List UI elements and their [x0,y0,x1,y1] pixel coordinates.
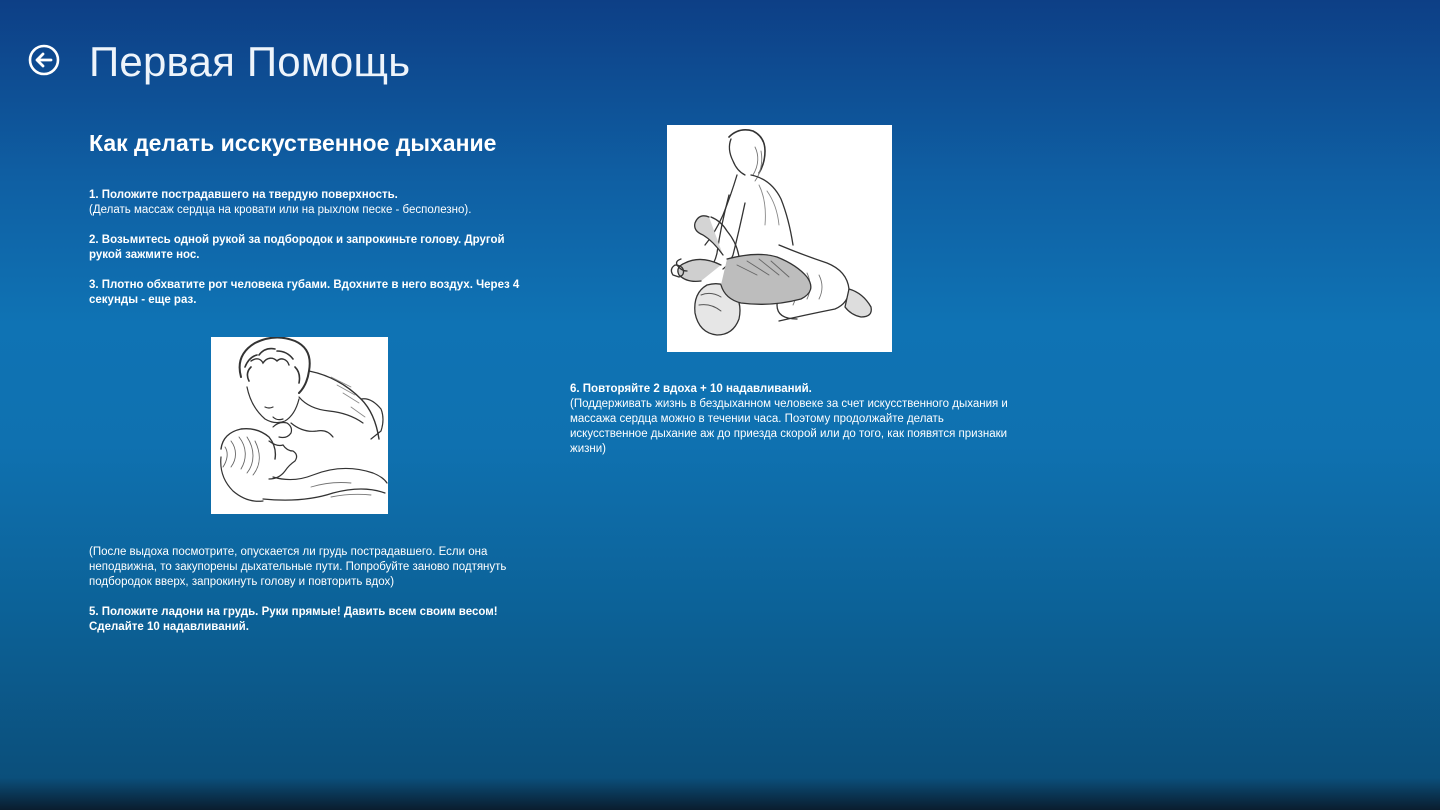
note-after-breath-line-2: неподвижна, то закупорены дыхательные пути. Попробуйте заново подтянуть [89,561,507,573]
chest-compression-illustration [667,125,892,352]
step-1-text: 1. Положите пострадавшего на твердую поверхность. [89,189,398,201]
back-button[interactable] [28,44,60,76]
back-arrow-circle-icon [28,44,60,76]
step-6 [570,382,1010,457]
page-title: Первая Помощь [89,38,411,85]
step-1 [89,188,529,218]
step-2-line-1: 2. Возьмитесь одной рукой за подбородок и запрокиньте голову. Другой [89,234,505,246]
step-6-line-4: жизни) [570,443,606,455]
rescue-breathing-illustration [211,337,388,514]
step-6-line-3: искусственное дыхание аж до приезда скорой или до того, как появятся признаки [570,428,1008,440]
step-6-title: 6. Повторяйте 2 вдоха + 10 надавливаний. [570,383,812,395]
step-5-line-1: 5. Положите ладони на грудь. Руки прямые! Давить всем своим весом! [89,606,498,618]
step-3-line-1: 3. Плотно обхватите рот человека губами. Вдохните в него воздух. Через 4 [89,279,520,291]
note-after-breath-line-3: подбородок вверх, запрокинуть голову и повторить вдох) [89,576,395,588]
step-3-line-2: секунды - еще раз. [89,294,197,306]
step-2-line-2: рукой зажмите нос. [89,249,200,261]
note-after-breath [89,545,529,590]
note-after-breath-line-1: (После выдоха посмотрите, опускается ли грудь пострадавшего. Если она [89,546,488,558]
step-6-line-2: массажа сердца можно в течении часа. Поэтому продолжайте делать [570,413,944,425]
step-1-note: (Делать массаж сердца на кровати или на рыхлом песке - бесполезно). [89,204,472,216]
step-3 [89,278,529,308]
step-2 [89,233,529,263]
step-5-line-2: Сделайте 10 надавливаний. [89,621,249,633]
step-5 [89,605,529,635]
step-6-line-1: (Поддерживать жизнь в бездыханном человеке за счет искусственного дыхания и [570,398,1008,410]
article-title: Как делать исскуственное дыхание [89,130,497,156]
